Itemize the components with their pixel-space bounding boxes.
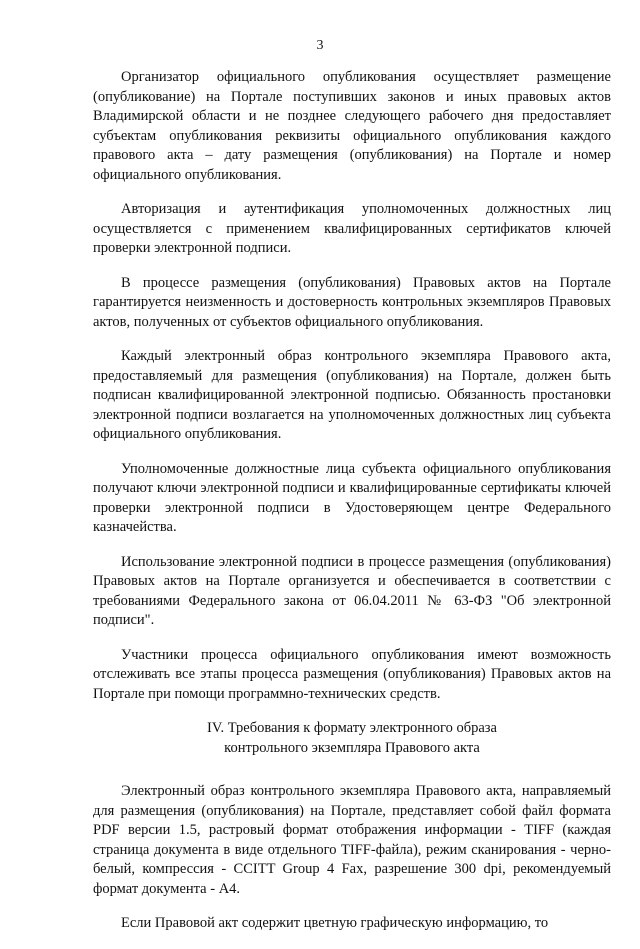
paragraph-signature-keys: Уполномоченные должностные лица субъекта официального опубликования получают ключи электронной подписи и квалифицированные сертификаты ключей проверки электронной подписи в Удостоверяющем центре Федерального казначейства. — [93, 460, 611, 535]
paragraph-publication-placement: Организатор официального опубликования осуществляет размещение (опубликование) на Портале поступивших законов и иных правовых актов Владимирской области и не позднее следующего рабочего дня предоставляет субъектам опубликования реквизиты официального опубликования каждого правового акта – дату размещения (опубликования) на Портале и номер официального опубликования. — [93, 69, 611, 183]
paragraph-file-format: Электронный образ контрольного экземпляра Правового акта, направляемый для размещения (опубликования) на Портале, представляет собой файл формата PDF версии 1.5, растровый формат отображения информации - TIFF (каждая страница документа в виде отдельного TIFF-файла), режим сканирования - черно-белый, компрессия - CCITT Group 4 Fax, разрешение 300 dpi, рекомендуемый формат документа - А4. — [93, 783, 611, 897]
page-number: 3 — [316, 38, 324, 53]
section-heading-line-1: IV. Требования к формату электронного образа — [207, 720, 497, 736]
paragraph-color-graphics: Если Правовой акт содержит цветную графическую информацию, то — [121, 915, 549, 931]
paragraph-authorization: Авторизация и аутентификация уполномоченных должностных лиц осуществляется с применением квалифицированных сертификатов ключей проверки электронной подписи. — [93, 201, 611, 256]
paragraph-federal-law: Использование электронной подписи в процессе размещения (опубликования) Правовых актов на Портале организуется и обеспечивается в соответствии с требованиями Федерального закона от 06.04.2011 № 63-ФЗ "Об электронной подписи". — [93, 553, 611, 628]
paragraph-electronic-signature-requirement: Каждый электронный образ контрольного экземпляра Правового акта, предоставляемый для размещения (опубликования) на Портале, должен быть подписан квалифицированной электронной подписью. Обязанность простановки электронной подписи возлагается на уполномоченных должностных лиц субъекта официального опубликования. — [93, 348, 611, 442]
paragraph-process-tracking: Участники процесса официального опубликования имеют возможность отслеживать все этапы процесса размещения (опубликования) Правовых актов на Портале при помощи программно-технических средств. — [93, 646, 611, 702]
paragraph-integrity-guarantee: В процессе размещения (опубликования) Правовых актов на Портале гарантируется неизменность и достоверность контрольных экземпляров Правовых актов, полученных от субъектов официального опубликования. — [93, 274, 611, 330]
section-heading-line-2: контрольного экземпляра Правового акта — [224, 739, 480, 756]
section-heading — [93, 719, 611, 758]
document-body — [93, 68, 611, 949]
